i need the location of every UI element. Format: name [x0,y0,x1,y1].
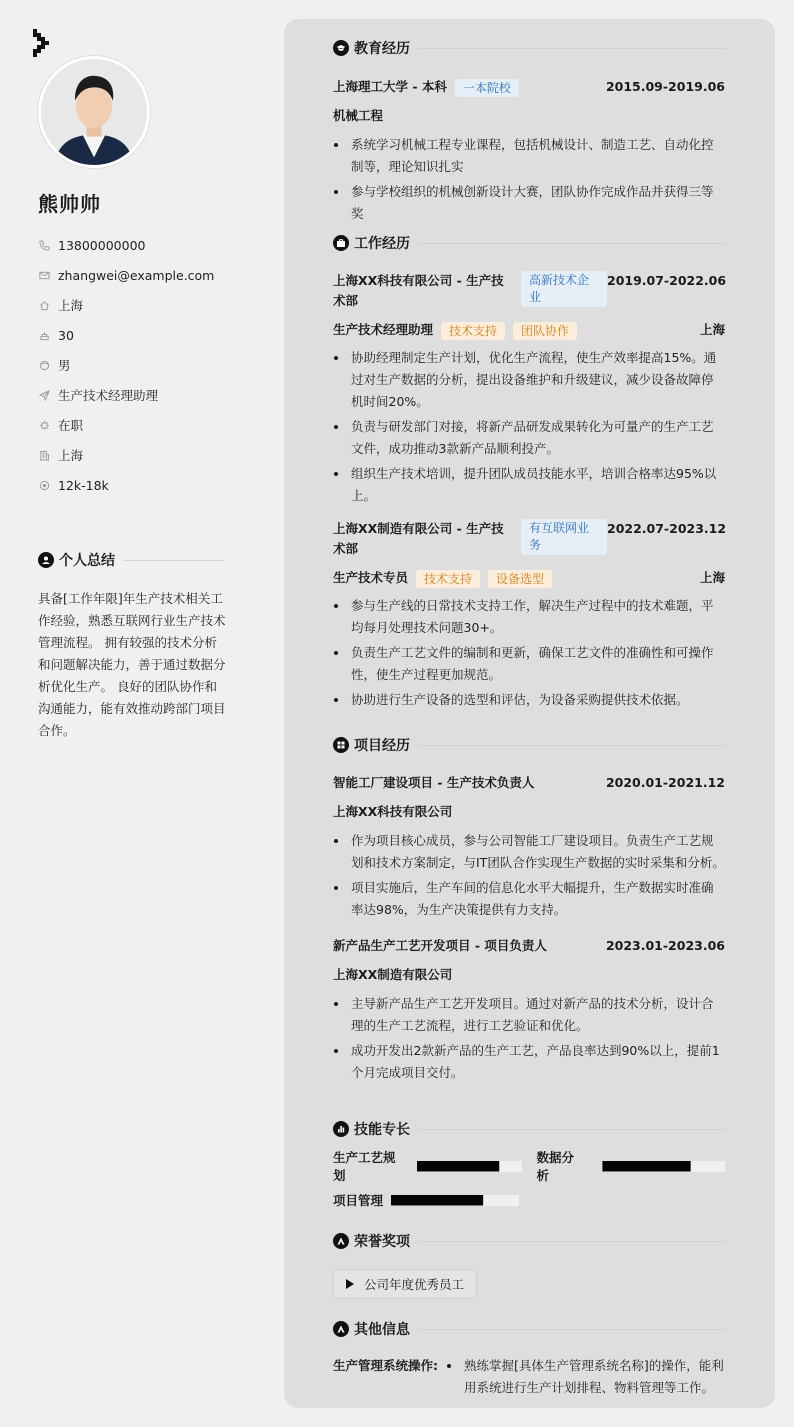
divider [418,243,725,244]
project-company: 上海XX科技有限公司 [333,804,453,819]
skill-bar [417,1161,523,1172]
info-city [38,290,258,320]
info-age [38,320,258,350]
award-icon [333,1233,349,1249]
other-title: 其他信息 [354,1322,410,1338]
list-item: 系统学习机械工程专业课程，包括机械设计、制造工艺、自动化控制等，理论知识扎实 [333,134,725,178]
education-header-row [333,77,725,97]
job-location: 上海 [699,570,725,585]
phone-icon [38,239,50,251]
project-name: 新产品生产工艺开发项目 - 项目负责人 [333,938,547,953]
skills-section [333,1119,725,1210]
list-item: 参与生产线的日常技术支持工作，解决生产过程中的技术难题，平均每月处理技术问题30+。 [333,595,725,639]
company-tag: 有互联网业务 [521,519,607,555]
job-company-block [333,519,607,559]
job-header-row [333,271,725,311]
projects-heading [333,735,725,755]
list-item: 参与学校组织的机械创新设计大赛，团队协作完成作品并获得三等奖 [333,181,725,225]
status-icon [38,419,50,431]
company-tag: 高新技术企业 [521,271,607,307]
education-heading [333,38,725,58]
skill-tag: 设备选型 [488,570,552,588]
list-item: 负责与研发部门对接，将新产品研发成果转化为可量产的生产工艺文件，成功推动3款新产品顺利投产。 [333,416,725,460]
salary-icon [38,479,50,491]
skill-name: 数据分析 [536,1150,574,1183]
job-position: 生产技术经理助理 [333,322,434,337]
info-salary [38,470,258,500]
list-item: 协助经理制定生产计划，优化生产流程，使生产效率提高15%。通过对生产数据的分析，提出设备维护和升级建议，减少设备故障停机时间20%。 [333,347,725,413]
info-status [38,410,258,440]
project-company: 上海XX制造有限公司 [333,967,453,982]
skill-tag: 团队协作 [513,322,577,340]
city-text: 上海 [58,298,84,313]
work-title: 工作经历 [354,236,410,252]
list-item: 负责生产工艺文件的编制和更新，确保工艺文件的准确性和可操作性，使生产过程更加规范。 [333,642,725,686]
skill-tag: 技术支持 [441,322,505,340]
status-text: 在职 [58,418,84,433]
job-date: 2022.07-2023.12 [607,521,727,536]
skills-row [333,1150,725,1183]
job-position-line [333,320,577,340]
grid-icon [333,737,349,753]
skill-bar [391,1195,519,1206]
job-date: 2019.07-2022.06 [607,273,727,288]
profile-photo [41,59,147,165]
school-tag: 一本院校 [455,79,519,97]
education-school [333,77,519,97]
projects-title: 项目经历 [354,738,410,754]
skill-item [333,1190,725,1210]
email-text: zhangwei@example.com [58,267,215,283]
briefcase-icon [333,235,349,251]
divider [418,745,725,746]
summary-heading [38,550,224,570]
skill-name: 项目管理 [333,1193,384,1208]
info-phone [38,230,258,260]
gender-icon [38,359,50,371]
skill-bar-fill [417,1161,499,1172]
skill-item [333,1150,522,1183]
school-name: 上海理工大学 - 本科 [333,79,447,94]
other-heading [333,1319,725,1339]
logo-icon [33,29,53,59]
age-text: 30 [58,327,74,343]
work-city-text: 上海 [58,448,84,463]
divider [418,1241,725,1242]
list-item: 成功开发出2款新产品的生产工艺，产品良率达到90%以上，提前1个月完成项目交付。 [333,1040,725,1084]
bar-chart-icon [333,1121,349,1137]
education-bullets [333,134,725,225]
job-company: 上海XX科技有限公司 - 生产技术部 [333,273,504,308]
award-label: 公司年度优秀员工 [364,1277,465,1292]
divider [418,48,725,49]
work-section [333,233,725,714]
list-item: 项目实施后，生产车间的信息化水平大幅提升，生产数据实时准确率达98%，为生产决策提供有力支持。 [333,877,725,921]
job-bullets [333,595,725,711]
project-name: 智能工厂建设项目 - 生产技术负责人 [333,775,535,790]
skill-item [536,1150,725,1183]
phone-text: 13800000000 [58,237,146,253]
profile-name: 熊帅帅 [38,192,101,216]
skills-title: 技能专长 [354,1122,410,1138]
list-item: 主导新产品生产工艺开发项目。通过对新产品的技术分析，设计合理的生产工艺流程，进行工艺验证和优化。 [333,993,725,1037]
user-icon [38,552,54,568]
info-email [38,260,258,290]
divider [123,560,224,561]
avatar [38,56,150,168]
info-work-city [38,440,258,470]
skills-heading [333,1119,725,1139]
job-position-line [333,568,552,588]
skill-bar-fill [391,1195,483,1206]
contact-info-list [38,230,258,500]
awards-section [333,1231,725,1299]
project-header-row [333,773,725,793]
other-label: 生产管理系统操作: [333,1358,438,1373]
award-item[interactable] [333,1269,477,1299]
skill-bar [602,1161,725,1172]
project-date: 2020.01-2021.12 [605,775,725,790]
project-header-row [333,936,725,956]
list-item: 作为项目核心成员，参与公司智能工厂建设项目。负责生产工艺规划和技术方案制定，与IT团队合作实现生产数据的实时采集和分析。 [333,830,725,874]
job-bullets [333,347,725,507]
education-section [333,38,725,228]
job-position: 生产技术专员 [333,570,409,585]
summary-text: 具备[工作年限]年生产技术相关工作经验，熟悉互联网行业生产技术管理流程。 拥有较强的技术分析和问题解决能力，善于通过数据分析优化生产。 良好的团队协作和沟通能力，能有效推动跨部门项目合作。 [38,591,226,738]
home-icon [38,299,50,311]
list-item: 组织生产技术培训，提升团队成员技能水平，培训合格率达95%以上。 [333,463,725,507]
education-title: 教育经历 [354,41,410,57]
age-icon [38,329,50,341]
play-icon [346,1279,354,1289]
position-text: 生产技术经理助理 [58,388,159,403]
graduation-cap-icon [333,40,349,56]
other-bullets [446,1355,725,1402]
skill-tag: 技术支持 [416,570,480,588]
building-icon [38,449,50,461]
job-location: 上海 [699,322,725,337]
job-header-row [333,519,725,559]
info-position [38,380,258,410]
project-date: 2023.01-2023.06 [605,938,725,953]
work-heading [333,233,725,253]
mail-icon [38,269,50,281]
job-position-row [333,568,725,588]
divider [418,1329,725,1330]
gender-text: 男 [58,358,71,373]
send-icon [38,389,50,401]
skill-name: 生产工艺规划 [333,1150,396,1183]
list-item: 协助进行生产设备的选型和评估，为设备采购提供技术依据。 [333,689,725,711]
project-bullets [333,830,725,921]
job-position-row [333,320,725,340]
skill-bar-fill [602,1161,690,1172]
education-major: 机械工程 [333,108,384,123]
info-icon [333,1321,349,1337]
info-gender [38,350,258,380]
job-company: 上海XX制造有限公司 - 生产技术部 [333,521,504,556]
list-item: 熟练掌握[具体生产管理系统名称]的操作，能利用系统进行生产计划排程、物料管理等工作。 [446,1355,725,1399]
other-row [333,1355,725,1402]
education-date: 2015.09-2019.06 [605,79,725,94]
divider [418,1129,725,1130]
summary-title: 个人总结 [59,553,115,569]
salary-text: 12k-18k [58,477,109,493]
awards-heading [333,1231,725,1251]
project-bullets [333,993,725,1084]
other-section [333,1319,725,1402]
projects-section [333,735,725,1087]
job-company-block [333,271,607,311]
awards-title: 荣誉奖项 [354,1234,410,1250]
